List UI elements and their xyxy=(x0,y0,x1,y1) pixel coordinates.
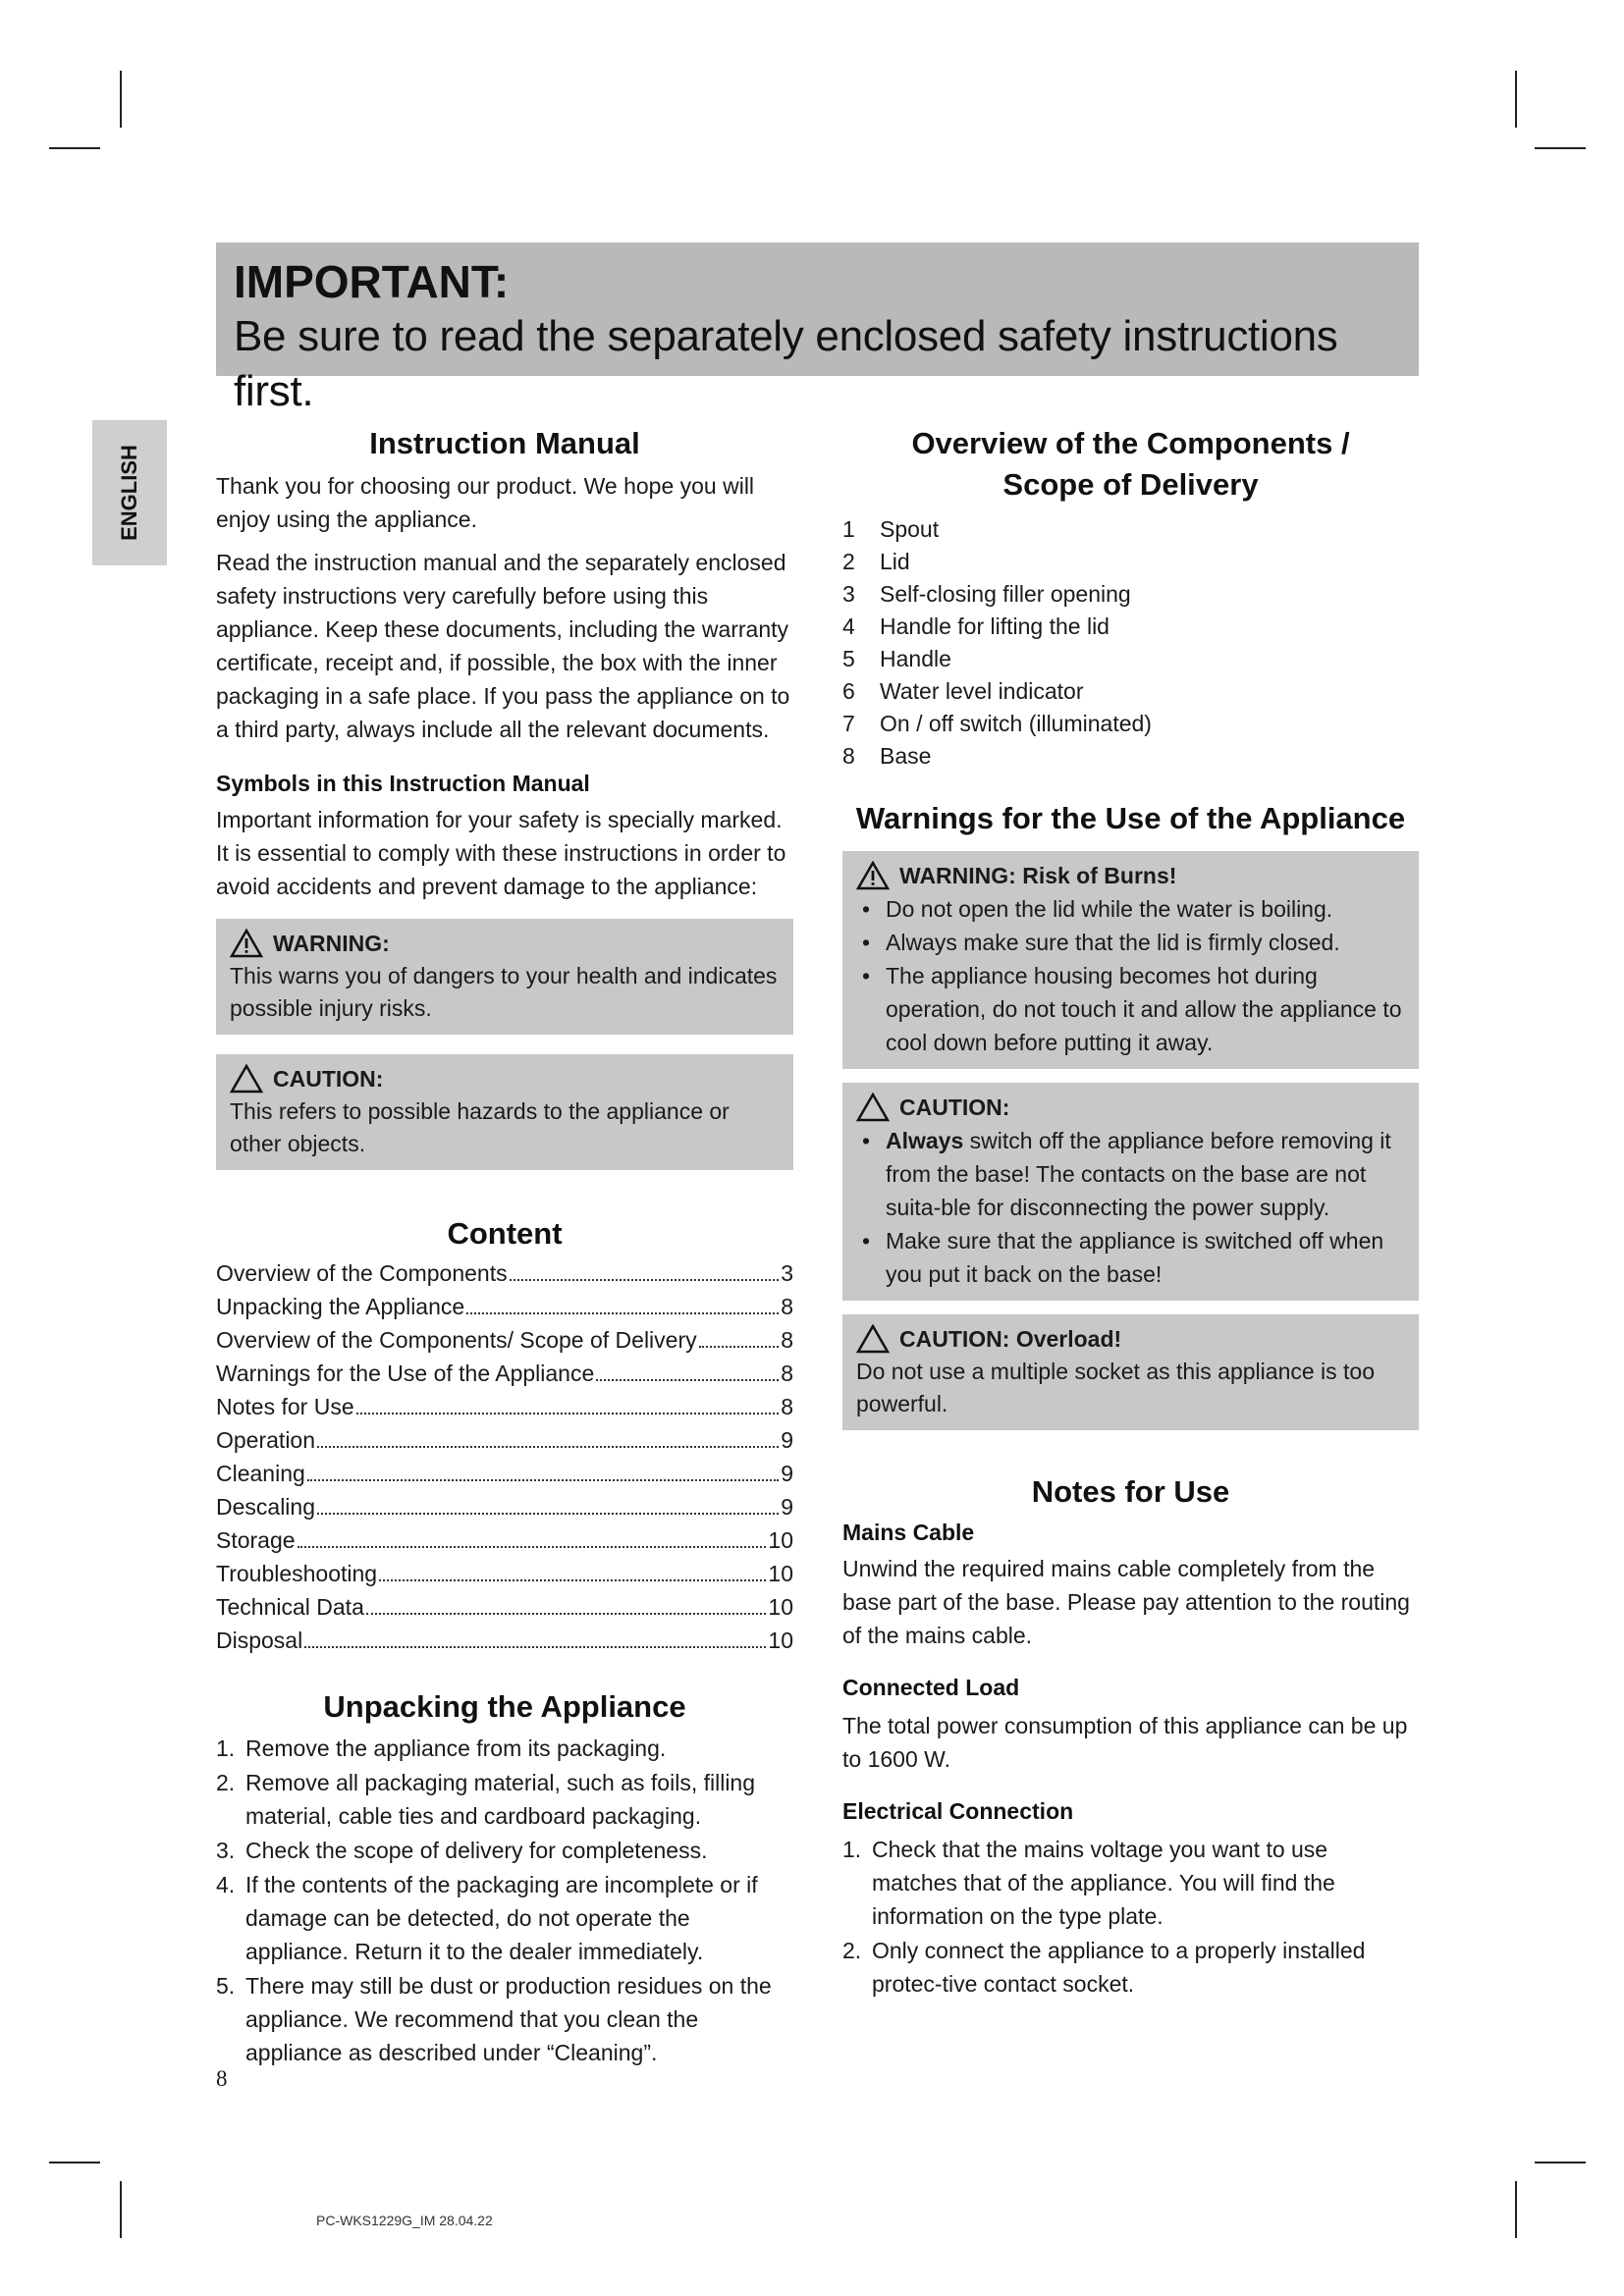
crop-mark xyxy=(1535,2162,1586,2163)
caution-triangle-icon xyxy=(856,1093,890,1122)
symbols-heading: Symbols in this Instruction Manual xyxy=(216,771,590,796)
burns-warning-list xyxy=(856,892,1405,1059)
language-label: ENGLISH xyxy=(117,445,141,541)
caution-text: This refers to possible hazards to the appliance or other objects. xyxy=(230,1098,730,1156)
caution-title: CAUTION: xyxy=(273,1066,384,1092)
step-number: 5. xyxy=(216,1973,236,1999)
toc-leader xyxy=(699,1346,780,1348)
toc-leader xyxy=(298,1546,767,1548)
toc-row xyxy=(216,1523,793,1557)
warning-triangle-icon xyxy=(230,929,263,958)
warning-box xyxy=(216,919,793,1035)
burns-warning-title: WARNING: Risk of Burns! xyxy=(899,863,1177,888)
list-item xyxy=(842,1934,1419,2001)
list-item xyxy=(842,708,1419,740)
list-item xyxy=(856,1124,1405,1224)
step-number: 1. xyxy=(216,1735,236,1761)
caution-appliance-title: CAUTION: xyxy=(899,1095,1010,1120)
step-text: There may still be dust or production residues on the appliance. We recommend that you clean the appliance as described under “Cleaning”. xyxy=(245,1973,772,2065)
part-number: 1 xyxy=(842,516,855,542)
list-item xyxy=(842,546,1419,578)
toc-leader xyxy=(307,1479,779,1481)
step-text: If the contents of the packaging are incomplete or if damage can be detected, do not operate the appliance. Return it to the dealer immediately. xyxy=(245,1872,758,1964)
toc-title: Troubleshooting xyxy=(216,1561,378,1586)
toc-title: Warnings for the Use of the Appliance xyxy=(216,1361,595,1386)
toc-row xyxy=(216,1624,793,1657)
toc-page: 8 xyxy=(781,1361,793,1386)
step-number: 1. xyxy=(842,1837,862,1862)
banner-subtitle: Be sure to read the separately enclosed safety instructions first. xyxy=(234,312,1338,415)
mains-cable-text: Unwind the required mains cable completely from the base part of the base. Please pay attention to the routing of the mains cable. xyxy=(842,1556,1410,1648)
toc-page: 8 xyxy=(781,1294,793,1319)
instruction-manual-heading: Instruction Manual xyxy=(369,426,640,460)
part-name: Lid xyxy=(880,549,910,574)
toc-title: Storage xyxy=(216,1527,296,1553)
toc-page: 10 xyxy=(768,1628,793,1653)
notes-heading: Notes for Use xyxy=(1031,1474,1230,1509)
toc-title: Descaling xyxy=(216,1494,315,1520)
crop-mark xyxy=(49,147,100,149)
caution-appliance-list xyxy=(856,1124,1405,1291)
footer-code: PC-WKS1229G_IM 28.04.22 xyxy=(316,2213,493,2228)
toc-title: Technical Data xyxy=(216,1594,364,1620)
unpacking-steps xyxy=(216,1732,793,2069)
list-item xyxy=(842,675,1419,708)
toc-title: Unpacking the Appliance xyxy=(216,1294,465,1319)
banner-title: IMPORTANT: xyxy=(234,256,510,307)
toc-row xyxy=(216,1290,793,1323)
step-text: Remove the appliance from its packaging. xyxy=(245,1735,667,1761)
toc-page: 9 xyxy=(781,1494,793,1520)
list-item xyxy=(216,1732,793,1765)
crop-mark xyxy=(1535,147,1586,149)
important-banner xyxy=(216,242,1419,415)
electrical-connection-heading: Electrical Connection xyxy=(842,1798,1074,1824)
part-number: 6 xyxy=(842,678,855,704)
toc-title: Notes for Use xyxy=(216,1394,354,1419)
step-number: 2. xyxy=(842,1938,862,1963)
connected-load-text: The total power consumption of this appliance can be up to 1600 W. xyxy=(842,1713,1408,1772)
list-item xyxy=(842,578,1419,611)
toc-title: Disposal xyxy=(216,1628,303,1653)
toc-title: Cleaning xyxy=(216,1461,305,1486)
toc-leader xyxy=(317,1446,779,1448)
toc-row xyxy=(216,1590,793,1624)
list-item: • Always make sure that the lid is firmly closed. xyxy=(856,926,1405,959)
crop-mark xyxy=(120,2181,122,2238)
part-number: 5 xyxy=(842,646,855,671)
part-name: On / off switch (illuminated) xyxy=(880,711,1152,736)
part-name: Handle xyxy=(880,646,951,671)
toc-row xyxy=(216,1256,793,1290)
list-item xyxy=(216,1969,793,2069)
crop-mark xyxy=(120,71,122,128)
step-number: 3. xyxy=(216,1838,236,1863)
toc-title: Operation xyxy=(216,1427,316,1453)
toc-row xyxy=(216,1557,793,1590)
part-name: Self-closing filler opening xyxy=(880,581,1131,607)
overview-heading-line1: Overview of the Components / xyxy=(911,426,1350,460)
part-number: 4 xyxy=(842,614,855,639)
part-number: 3 xyxy=(842,581,855,607)
toc-row xyxy=(216,1423,793,1457)
step-text: Check that the mains voltage you want to use matches that of the appliance. You will find the information on the type plate. xyxy=(872,1837,1335,1929)
caution-appliance-box xyxy=(842,1083,1419,1301)
caution-triangle-icon xyxy=(856,1324,890,1354)
list-item: • Make sure that the appliance is switched off when you put it back on the base! xyxy=(856,1224,1405,1291)
toc-page: 9 xyxy=(781,1427,793,1453)
toc-page: 10 xyxy=(768,1527,793,1553)
step-text: Only connect the appliance to a properly installed protec-tive contact socket. xyxy=(872,1938,1366,1997)
emphasis-text: Always xyxy=(886,1128,964,1153)
toc-row xyxy=(216,1323,793,1357)
warning-triangle-icon xyxy=(856,861,890,890)
connected-load-heading: Connected Load xyxy=(842,1675,1020,1700)
overload-caution-text: Do not use a multiple socket as this appliance is too powerful. xyxy=(856,1359,1376,1416)
left-column xyxy=(216,422,793,2070)
toc-row xyxy=(216,1490,793,1523)
toc-page: 10 xyxy=(768,1594,793,1620)
list-item xyxy=(842,740,1419,773)
symbols-paragraph: Important information for your safety is specially marked. It is essential to comply with these instructions in order to avoid accidents and prevent damage to the appliance: xyxy=(216,807,786,899)
toc-leader xyxy=(356,1413,780,1415)
electrical-steps xyxy=(842,1833,1419,2001)
part-number: 2 xyxy=(842,549,855,574)
step-number: 2. xyxy=(216,1770,236,1795)
caution-item-text: switch off the appliance before removing it from the base! The contacts on the base are not suita-ble for disconnecting the power supply. xyxy=(886,1128,1391,1220)
overview-heading-line2: Scope of Delivery xyxy=(1002,467,1259,502)
part-number: 7 xyxy=(842,711,855,736)
part-name: Base xyxy=(880,743,932,769)
language-tab xyxy=(92,420,167,565)
warnings-heading: Warnings for the Use of the Appliance xyxy=(855,801,1406,835)
table-of-contents xyxy=(216,1256,793,1657)
content-heading: Content xyxy=(447,1216,563,1251)
step-text: Check the scope of delivery for completeness. xyxy=(245,1838,708,1863)
step-text: Remove all packaging material, such as foils, filling material, cable ties and cardboard packaging. xyxy=(245,1770,756,1829)
warning-text: This warns you of dangers to your health and indicates possible injury risks. xyxy=(230,963,778,1021)
toc-leader xyxy=(510,1279,780,1281)
part-name: Water level indicator xyxy=(880,678,1084,704)
parts-list xyxy=(842,513,1419,773)
crop-mark xyxy=(49,2162,100,2163)
overload-caution-box xyxy=(842,1314,1419,1430)
toc-leader xyxy=(466,1312,779,1314)
part-name: Spout xyxy=(880,516,940,542)
part-number: 8 xyxy=(842,743,855,769)
crop-mark xyxy=(1515,71,1517,128)
intro-paragraph: Thank you for choosing our product. We hope you will enjoy using the appliance. xyxy=(216,473,755,532)
overload-caution-title: CAUTION: Overload! xyxy=(899,1326,1122,1352)
caution-box xyxy=(216,1054,793,1170)
toc-title: Overview of the Components xyxy=(216,1260,508,1286)
burns-warning-box xyxy=(842,851,1419,1069)
toc-row xyxy=(216,1357,793,1390)
list-item xyxy=(842,1833,1419,1933)
list-item: • The appliance housing becomes hot during operation, do not touch it and allow the appliance to cool down before putting it away. xyxy=(856,959,1405,1059)
list-item xyxy=(842,611,1419,643)
toc-leader xyxy=(317,1513,779,1515)
toc-leader xyxy=(596,1379,779,1381)
caution-triangle-icon xyxy=(230,1064,263,1094)
toc-row xyxy=(216,1457,793,1490)
toc-title: Overview of the Components/ Scope of Delivery xyxy=(216,1327,697,1353)
list-item xyxy=(216,1868,793,1968)
toc-leader xyxy=(304,1646,766,1648)
mains-cable-heading: Mains Cable xyxy=(842,1520,975,1545)
read-manual-paragraph: Read the instruction manual and the separately enclosed safety instructions very carefully before using this appliance. Keep these documents, including the warranty certificate, receipt and, if possible, the box with the inner packaging in a safe place. If you pass the appliance on to a third party, always include all the relevant documents. xyxy=(216,550,790,742)
toc-page: 8 xyxy=(781,1394,793,1419)
step-number: 4. xyxy=(216,1872,236,1897)
unpacking-heading: Unpacking the Appliance xyxy=(323,1689,686,1724)
crop-mark xyxy=(1515,2181,1517,2238)
part-name: Handle for lifting the lid xyxy=(880,614,1110,639)
toc-page: 10 xyxy=(768,1561,793,1586)
warning-title: WARNING: xyxy=(273,931,390,956)
page-number: 8 xyxy=(216,2066,228,2091)
toc-leader xyxy=(379,1579,766,1581)
right-column xyxy=(842,422,1419,2002)
list-item xyxy=(216,1766,793,1833)
toc-leader xyxy=(366,1613,767,1615)
toc-page: 8 xyxy=(781,1327,793,1353)
list-item: • Do not open the lid while the water is boiling. xyxy=(856,892,1405,926)
list-item xyxy=(842,513,1419,546)
toc-page: 9 xyxy=(781,1461,793,1486)
list-item xyxy=(216,1834,793,1867)
toc-page: 3 xyxy=(781,1260,793,1286)
toc-row xyxy=(216,1390,793,1423)
list-item xyxy=(842,643,1419,675)
